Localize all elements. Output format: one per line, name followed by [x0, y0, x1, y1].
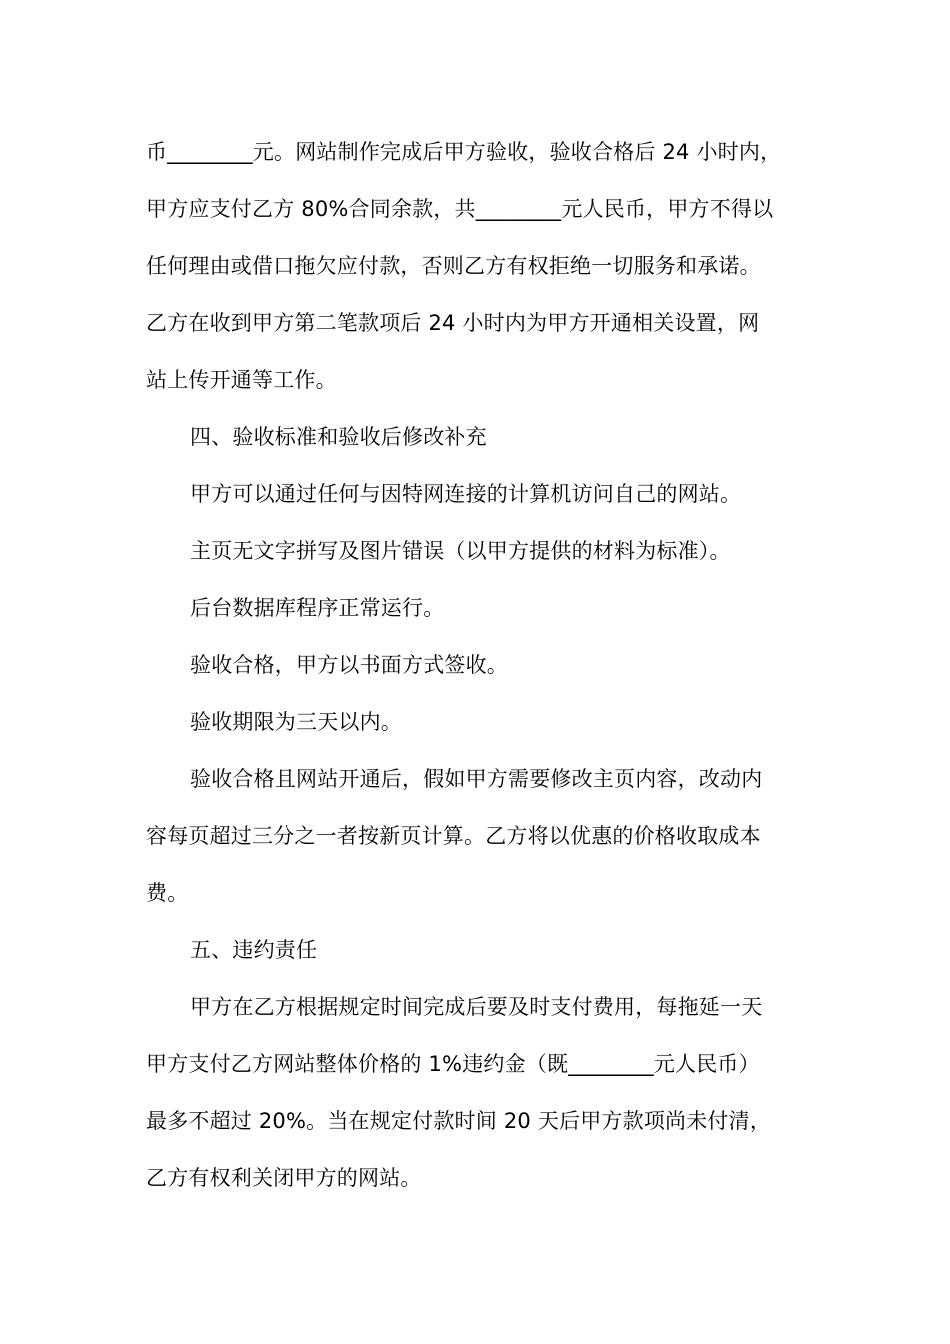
- paragraph-line: 任何理由或借口拖欠应付款，否则乙方有权拒绝一切服务和承诺。: [146, 254, 761, 278]
- paragraph-line: 币________元。网站制作完成后甲方验收，验收合格后 24 小时内，: [146, 140, 782, 164]
- paragraph-line: 站上传开通等工作。: [146, 368, 337, 392]
- paragraph-line: 甲方应支付乙方 80%合同余款，共________元人民币，甲方不得以: [146, 197, 774, 221]
- paragraph-line: 甲方支付乙方网站整体价格的 1%违约金（既________元人民币）: [146, 1052, 760, 1076]
- section-heading: 五、违约责任: [190, 938, 318, 962]
- paragraph-line: 乙方有权利关闭甲方的网站。: [146, 1166, 422, 1190]
- paragraph-line: 费。: [146, 881, 189, 905]
- paragraph-line: 乙方在收到甲方第二笔款项后 24 小时内为甲方开通相关设置，网: [146, 311, 760, 335]
- paragraph-line: 后台数据库程序正常运行。: [190, 596, 445, 620]
- paragraph-line: 验收合格，甲方以书面方式签收。: [190, 653, 508, 677]
- paragraph-line: 验收期限为三天以内。: [190, 710, 402, 734]
- paragraph-line: 主页无文字拼写及图片错误（以甲方提供的材料为标准）。: [190, 539, 731, 563]
- paragraph-line: 最多不超过 20%。当在规定付款时间 20 天后甲方款项尚未付清，: [146, 1109, 772, 1133]
- paragraph-line: 验收合格且网站开通后，假如甲方需要修改主页内容，改动内: [190, 767, 763, 791]
- section-heading: 四、验收标准和验收后修改补充: [190, 425, 487, 449]
- paragraph-line: 甲方在乙方根据规定时间完成后要及时支付费用，每拖延一天: [190, 995, 763, 1019]
- paragraph-line: 甲方可以通过任何与因特网连接的计算机访问自己的网站。: [190, 482, 742, 506]
- paragraph-line: 容每页超过三分之一者按新页计算。乙方将以优惠的价格收取成本: [146, 824, 761, 848]
